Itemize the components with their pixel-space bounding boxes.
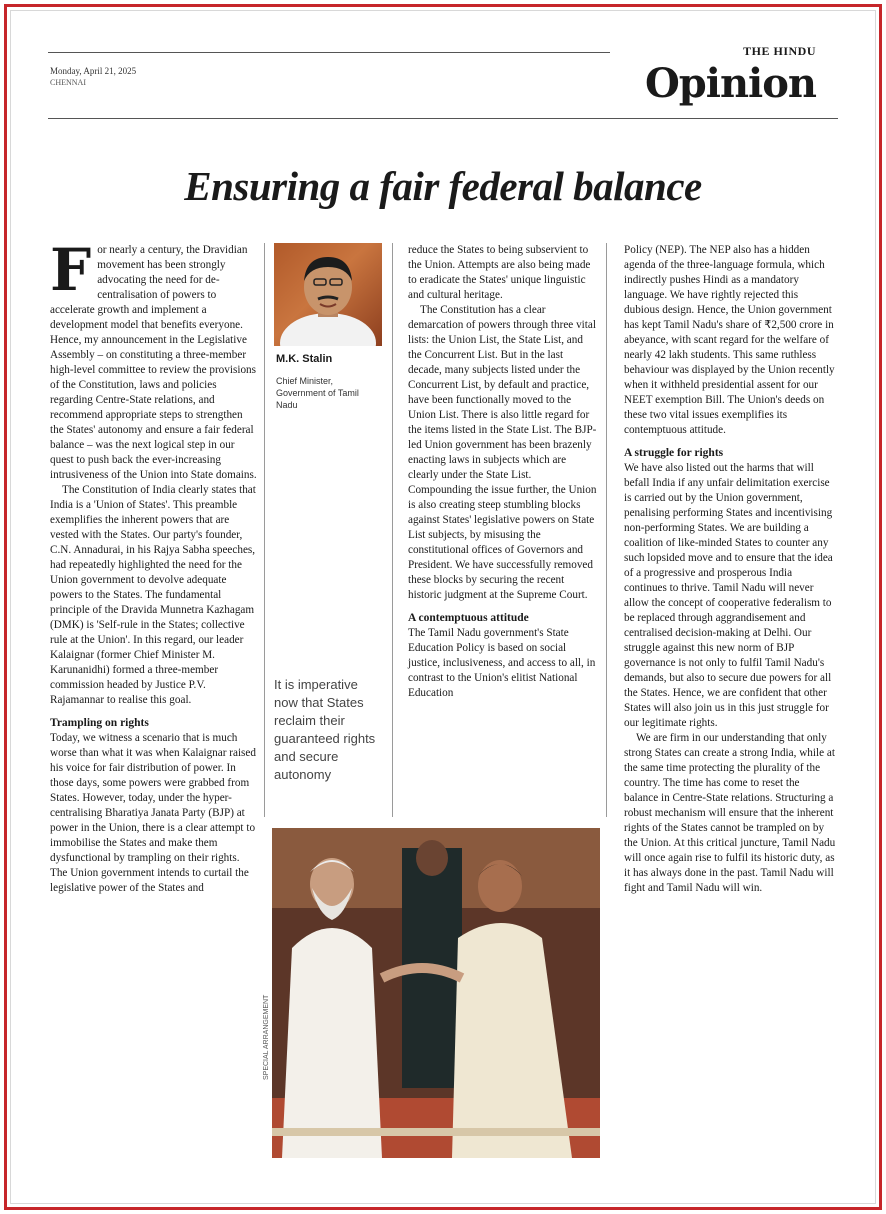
photo-credit: SPECIAL ARRANGEMENT (263, 994, 270, 1080)
subheading: Trampling on rights (50, 717, 149, 729)
column-divider (264, 243, 265, 817)
paragraph: Today, we witness a scenario that is much worse than what it was when Kalaignar raised his voice for fair distribution of power. In those days, some powers were grabbed from States. However, today, under the hyper-centralising Bharatiya Janata Party (BJP) at power in the Union, there is a clear attempt to immobilise the States and make them dysfunctional by trampling on their rights. The Union government intends to curtail the legislative power of the States and (50, 732, 256, 894)
masthead-top-rule (48, 52, 610, 53)
author-name: M.K. Stalin (276, 353, 333, 365)
author-photo (274, 243, 382, 346)
masthead-bottom-rule (48, 118, 838, 119)
edition-city: CHENNAI (50, 77, 86, 87)
paragraph: The Constitution of India clearly states that India is a 'Union of States'. This preamble exemplifies the inherent powers that are vested with the States. Our party's founder, C.N. Annadurai, in his Rajya Sabha speeches, had repeatedly highlighted the need for the Union government to devolve adequate powers to the States. The fundamental principle of the Dravida Munnetra Kazhagam (DMK) is 'Self-rule in the States; collective rule at the Union'. In this regard, our leader Kalaignar (former Chief Minister M. Karunanidhi) formed a three-member commission headed by Justice P.V. Rajamannar to realise this goal. (50, 484, 256, 706)
paragraph: We have also listed out the harms that will befall India if any unfair delimitation exercise is carried out by the Union government, penalising performing States and incentivising non-performing States. We are building a coalition of like-minded States to counter any such lopsided move and to ensure that the idea of a progressive and prosperous India continues to thrive. Tamil Nadu will never allow the concept of cooperative federalism to be replaced through aggrandisement and centralised decision-making at Delhi. Our struggle against this new norm of BJP governance is not only to fulfil Tamil Nadu's demands, but also to secure due powers for all the States. Hence, we are confident that other States will also join us in this just struggle for our legitimate rights. (624, 462, 833, 729)
author-portrait-icon (274, 243, 382, 346)
paragraph: For nearly a century, the Dravidian movement has been strongly advocating the need for de-centralisation of powers to accelerate growth and implement a development model that benefits everyone. Hence, my announcement in the Legislative Assembly – on constituting a three-member high-level committee to review the provisions of the Constitution, laws and policies regarding Centre-State relations, and recommend appropriate steps to strengthen the States' autonomy and ensure a fair federal balance – was the next logical step in our quest to push back the ever-increasing intrusiveness of the Union into State domains. (50, 236, 257, 481)
paragraph: reduce the States to being subservient to the Union. Attempts are also being made to eradicate the States' unique linguistic and cultural heritage. (408, 244, 591, 301)
column-divider (606, 243, 607, 817)
column-1 (50, 236, 258, 896)
column-divider (392, 243, 393, 817)
drop-cap: F (50, 236, 92, 304)
column-3 (408, 243, 598, 701)
paragraph: Policy (NEP). The NEP also has a hidden agenda of the three-language formula, which indirectly pushes Hindi as a mandatory language. We have rightly rejected this dubious design. Hence, the Union government has kept Tamil Nadu's share of ₹2,500 crore in abeyance, with scant regard for the welfare of nearly 42 lakh students. This same ruthless behaviour was displayed by the Union recently when it withheld presidential assent for our NEET exemption Bill. The Union's deeds on these two vital issues exemplifies its contemptuous attitude. (624, 244, 835, 436)
subheading: A struggle for rights (624, 447, 724, 459)
headline: Ensuring a fair federal balance (184, 163, 702, 209)
paragraph: We are firm in our understanding that only strong States can create a strong India, while at the same time protecting the plurality of the country. The time has come to reset the balance in Centre-State relations. Structuring a robust mechanism will ensure that the inherent rights of the States cannot be trampled on by the Union. At this critical juncture, Tamil Nadu will once again rise to fulfil its historic duty, as it has always done in the past. Tamil Nadu will fight and Tamil Nadu will win. (624, 732, 836, 894)
date-line (50, 66, 136, 88)
subheading: A contemptuous attitude (408, 612, 529, 624)
paragraph: The Constitution has a clear demarcation of powers through three vital lists: the Union List, the State List, and the Concurrent List. But in the last decade, many subjects listed under the Concurrent List, by default and practice, have been functionally moved to the Union List. There is also little regard for the items listed in the State List. The BJP-led Union government has been brazenly enacting laws in subjects which are clearly under the State List. Compounding the issue further, the Union is also creating steep stumbling blocks against States' legislative powers on State List subjects, by misusing the constitutional offices of Governors and President. We have successfully removed these blocks by securing the recent historic judgment at the Supreme Court. (408, 304, 597, 601)
column-4 (624, 243, 836, 896)
issue-date: Monday, April 21, 2025 (50, 66, 137, 76)
news-photo (272, 828, 600, 1158)
section-title: Opinion (644, 60, 816, 107)
leaders-photo-icon (272, 828, 600, 1158)
paragraph: The Tamil Nadu government's State Education Policy is based on social justice, inclusiveness, and access to all, in contrast to the Union's elitist National Education (408, 627, 596, 699)
pull-quote: It is imperative now that States reclaim their guaranteed rights and secure autonomy (274, 677, 376, 782)
author-role: Chief Minister, Government of Tamil Nadu (276, 376, 359, 410)
newspaper-name: THE HINDU (743, 44, 816, 58)
